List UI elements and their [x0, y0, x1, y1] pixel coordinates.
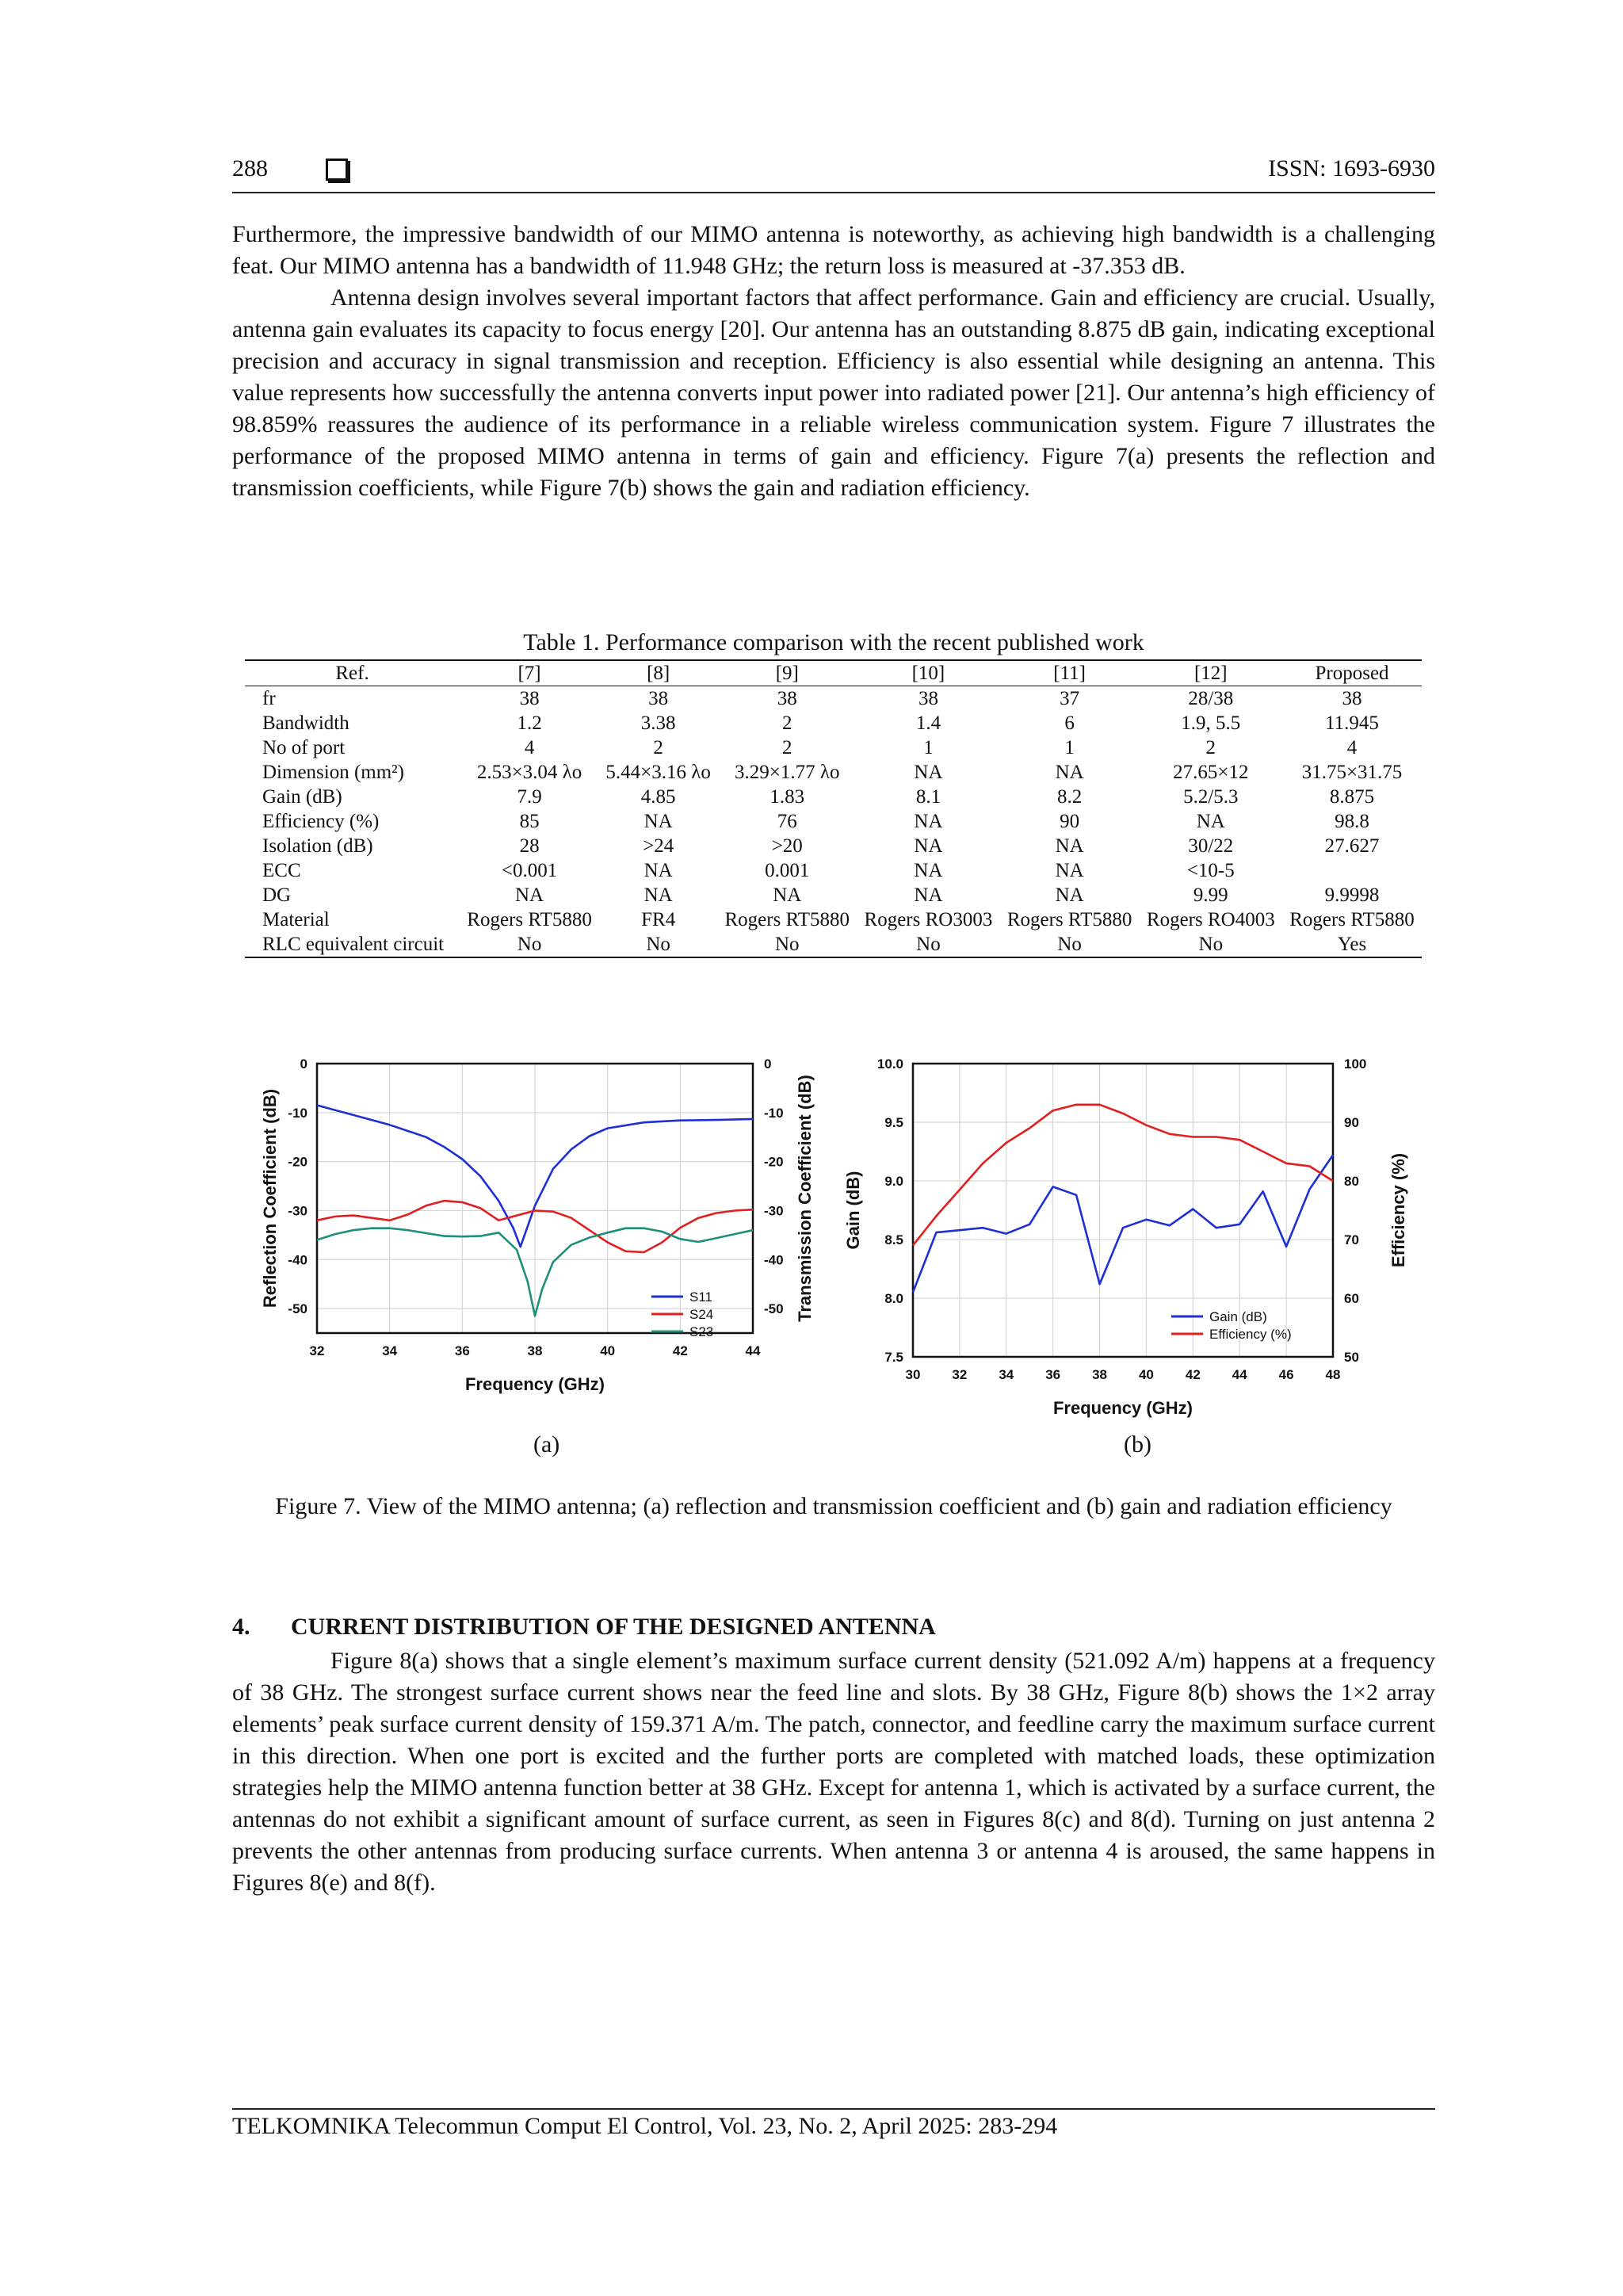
y-right-tick-label: -40: [764, 1252, 784, 1268]
table-cell: 1: [923, 737, 934, 758]
table-cell: Bandwidth: [262, 712, 349, 734]
table-cell: NA: [643, 811, 673, 832]
table-cell: 9.9998: [1324, 884, 1380, 906]
table-cell: fr: [262, 688, 276, 709]
paragraph: Antenna design involves several important factors that affect performance. Gain and efficiency are crucial. Usually, antenna gain evaluates its capacity to focus energy [20]. Our antenna has an outstanding 8.875 dB gain, indicating exceptional precision and accuracy in signal transmission and reception. Efficiency is also essential while designing an antenna. This value represents how successfully the antenna converts input power into radiated power [21]. Our antenna’s high efficiency of 98.859% reassures the audience of its performance in a reliable wireless communication system. Figure 7 illustrates the performance of the proposed MIMO antenna in terms of gain and efficiency. Figure 7(a) presents the reflection and transmission coefficients, while Figure 7(b) shows the gain and radiation efficiency.: [232, 285, 1435, 501]
x-axis-label: Frequency (GHz): [464, 1374, 605, 1394]
y-right-tick-label: -20: [764, 1154, 784, 1170]
table-cell: >20: [771, 835, 803, 857]
table-cell: 38: [648, 688, 669, 709]
table-cell: 9.99: [1193, 884, 1228, 906]
table-row: [245, 809, 1422, 834]
table-row: [245, 883, 1422, 907]
y-tick-label: -20: [288, 1154, 307, 1170]
table-cell: 90: [1060, 811, 1080, 832]
table-row: [245, 858, 1422, 883]
table-cell: DG: [262, 884, 292, 906]
table-cell: 28: [519, 835, 540, 857]
y-right-axis-label: Efficiency (%): [1388, 1152, 1408, 1268]
table-cell: Rogers RT5880: [1006, 909, 1132, 930]
table-cell: No of port: [262, 737, 346, 758]
table-cell: NA: [914, 762, 943, 783]
table-cell: NA: [643, 884, 673, 906]
table-cell: No: [717, 932, 857, 957]
table-row: [245, 785, 1422, 809]
table-row: [245, 760, 1422, 785]
table-cell: No: [1140, 932, 1282, 957]
table-cell: [1282, 858, 1422, 883]
y-tick-label: -30: [288, 1203, 307, 1219]
table-cell: 38: [918, 688, 938, 709]
table-cell: Rogers RT5880: [724, 909, 850, 930]
table-cell: 1.4: [915, 712, 941, 734]
table-cell: NA: [1055, 762, 1084, 783]
performance-table: [245, 659, 1422, 958]
body-text-top: [232, 219, 1435, 504]
square-bullet-icon: [326, 159, 348, 181]
table-cell: Dimension (mm²): [262, 762, 405, 783]
chart-gain-efficiency: [840, 1046, 1434, 1427]
table-cell: 30/22: [1188, 835, 1234, 857]
y-axis-label: Reflection Coefficient (dB): [260, 1088, 280, 1308]
table-cell: 38: [519, 688, 540, 709]
y-tick-label: -50: [288, 1301, 307, 1317]
table-row: [245, 907, 1422, 932]
table-cell: 37: [1060, 688, 1080, 709]
table-cell: 4.85: [640, 786, 676, 808]
y-tick-label: 0: [300, 1056, 307, 1072]
table-cell: 7.9: [517, 786, 542, 808]
table-header-cell: Proposed: [1282, 660, 1422, 686]
page-header: [232, 155, 1435, 193]
table-header-cell: [8]: [599, 660, 717, 686]
y-tick-label: -40: [288, 1252, 307, 1268]
page-number: 288: [232, 155, 268, 181]
y-right-tick-label: 90: [1344, 1115, 1359, 1130]
table-cell: NA: [1055, 835, 1084, 857]
table-cell: 2: [1205, 737, 1216, 758]
x-tick-label: 42: [672, 1343, 688, 1358]
table-cell: NA: [914, 835, 943, 857]
table-cell: 2: [782, 737, 792, 758]
table-cell: Efficiency (%): [262, 811, 380, 832]
table-cell: 76: [777, 811, 797, 832]
y-right-tick-label: -30: [764, 1203, 784, 1219]
table-cell: 5.2/5.3: [1183, 786, 1239, 808]
y-right-tick-label: 50: [1344, 1350, 1359, 1365]
chart-reflection-transmission: [254, 1046, 824, 1427]
table-cell: 2: [782, 712, 792, 734]
x-tick-label: 38: [527, 1343, 543, 1358]
table-cell: NA: [643, 860, 673, 881]
table-cell: NA: [914, 860, 943, 881]
table-cell: NA: [914, 811, 943, 832]
x-tick-label: 40: [600, 1343, 616, 1358]
x-tick-label: 34: [382, 1343, 398, 1358]
x-tick-label: 38: [1092, 1367, 1108, 1382]
table-cell: Material: [262, 909, 330, 930]
table-cell: FR4: [641, 909, 676, 930]
x-tick-label: 30: [905, 1367, 921, 1382]
y-right-tick-label: 60: [1344, 1291, 1359, 1306]
issn: ISSN: 1693-6930: [1268, 155, 1435, 181]
legend-label: Gain (dB): [1209, 1309, 1267, 1324]
table-cell: Rogers RO4003: [1146, 909, 1275, 930]
table-cell: NA: [1055, 860, 1084, 881]
y-tick-label: 9.5: [884, 1115, 903, 1130]
table-header-row: [245, 660, 1422, 686]
table-row: [245, 834, 1422, 858]
table-cell: Rogers RO3003: [864, 909, 993, 930]
table-cell: 31.75×31.75: [1301, 762, 1403, 783]
table-header-cell: Ref.: [245, 660, 460, 686]
paragraph: Figure 8(a) shows that a single element’s maximum surface current density (521.092 A/m) happens at a frequency of 38 GHz. The strongest surface current shows near the feed line and slots. By 38 GHz, Figure 8(b) shows the 1×2 array elements’ peak surface current density of 159.371 A/m. The patch, connector, and feedline carry the maximum surface current in this direction. When one port is excited and the further ports are completed with matched loads, these optimization strategies help the MIMO antenna function better at 38 GHz. Except for antenna 1, which is activated by a surface current, the antennas do not exhibit a significant amount of surface current, as seen in Figures 8(c) and 8(d). Turning on just antenna 2 prevents the other antennas from producing surface currents. When antenna 3 or antenna 4 is aroused, the same happens in Figures 8(e) and 8(f).: [232, 1648, 1435, 1896]
y-right-tick-label: -10: [764, 1105, 784, 1121]
table-cell: 8.875: [1329, 786, 1375, 808]
table-row: [245, 686, 1422, 712]
table-cell: 1.83: [769, 786, 805, 808]
table-cell: 38: [1342, 688, 1362, 709]
table-header-cell: [9]: [717, 660, 857, 686]
table-cell: Gain (dB): [262, 786, 342, 808]
table-cell: Rogers RT5880: [1289, 909, 1415, 930]
y-tick-label: 8.0: [884, 1291, 903, 1306]
x-tick-label: 46: [1278, 1367, 1294, 1382]
table-cell: 98.8: [1335, 811, 1369, 832]
table-cell: NA: [515, 884, 544, 906]
table-cell: >24: [643, 835, 674, 857]
legend-label: S24: [689, 1307, 714, 1322]
table-row: [245, 932, 1422, 957]
y-tick-label: 9.0: [884, 1174, 903, 1189]
body-text-section-4: [232, 1645, 1435, 1899]
y-tick-label: -10: [288, 1105, 307, 1121]
series-line-gain-db: [913, 1155, 1333, 1292]
table-cell: <10-5: [1186, 860, 1235, 881]
table-cell: 2: [653, 737, 663, 758]
table-cell: 27.65×12: [1173, 762, 1249, 783]
table-cell: No: [1000, 932, 1140, 957]
table-cell: 1.9, 5.5: [1181, 712, 1241, 734]
table-cell: 85: [519, 811, 540, 832]
legend-label: S23: [689, 1324, 714, 1339]
table-cell: 1.2: [517, 712, 542, 734]
y-right-tick-label: -50: [764, 1301, 784, 1317]
footer-text: TELKOMNIKA Telecommun Comput El Control, Vol. 23, No. 2, April 2025: 283-294: [232, 2113, 1058, 2139]
table-cell: 3.38: [640, 712, 676, 734]
x-tick-label: 42: [1185, 1367, 1201, 1382]
table-cell: 6: [1064, 712, 1075, 734]
table-cell: Yes: [1282, 932, 1422, 957]
table-cell: NA: [914, 884, 943, 906]
table-cell: Isolation (dB): [262, 835, 373, 857]
figure-sublabel-b: (b): [1124, 1431, 1151, 1457]
table-cell: 5.44×3.16 λo: [605, 762, 711, 783]
series-line-efficiency: [913, 1105, 1333, 1246]
table-cell: No: [460, 932, 599, 957]
legend-label: S11: [689, 1289, 712, 1305]
table-cell: 11.945: [1325, 712, 1379, 734]
table-cell: 1: [1064, 737, 1075, 758]
table-row: [245, 711, 1422, 735]
table-cell: 8.1: [915, 786, 941, 808]
table-cell: NA: [1196, 811, 1225, 832]
table-header-cell: [12]: [1140, 660, 1282, 686]
x-tick-label: 32: [309, 1343, 325, 1358]
y-right-axis-label: Transmission Coefficient (dB): [795, 1075, 815, 1322]
y-right-tick-label: 100: [1344, 1056, 1367, 1072]
table-caption: Table 1. Performance comparison with the recent published work: [523, 629, 1144, 655]
y-tick-label: 10.0: [876, 1056, 903, 1072]
legend-label: Efficiency (%): [1209, 1327, 1292, 1342]
x-tick-label: 44: [745, 1343, 761, 1358]
y-tick-label: 8.5: [884, 1232, 903, 1247]
table-cell: ECC: [262, 860, 301, 881]
table-cell: 3.29×1.77 λo: [735, 762, 840, 783]
page-footer: [232, 2108, 1435, 2140]
x-tick-label: 36: [454, 1343, 470, 1358]
table-cell: 27.627: [1324, 835, 1380, 857]
table-cell: 2.53×3.04 λo: [476, 762, 582, 783]
x-tick-label: 44: [1232, 1367, 1247, 1382]
x-tick-label: 48: [1325, 1367, 1341, 1382]
table-cell: 28/38: [1188, 688, 1234, 709]
table-cell: 0.001: [765, 860, 810, 881]
x-tick-label: 40: [1138, 1367, 1154, 1382]
section-heading: [232, 1614, 936, 1641]
section-title: CURRENT DISTRIBUTION OF THE DESIGNED ANTENNA: [291, 1614, 936, 1640]
table-cell: <0.001: [501, 860, 558, 881]
y-right-tick-label: 70: [1344, 1232, 1359, 1247]
table-cell: NA: [1055, 884, 1084, 906]
table-cell: Rogers RT5880: [467, 909, 592, 930]
paragraph: Furthermore, the impressive bandwidth of our MIMO antenna is noteworthy, as achieving high bandwidth is a challenging feat. Our MIMO antenna has a bandwidth of 11.948 GHz; the return loss is measured at -37.353 dB.: [232, 221, 1435, 279]
table-cell: 8.2: [1057, 786, 1083, 808]
table-header-cell: [11]: [1000, 660, 1140, 686]
table-cell: RLC equivalent circuit: [245, 932, 460, 957]
y-right-tick-label: 80: [1344, 1174, 1359, 1189]
y-right-tick-label: 0: [764, 1056, 772, 1072]
table-header-cell: [7]: [460, 660, 599, 686]
x-tick-label: 36: [1045, 1367, 1061, 1382]
table-cell: No: [599, 932, 717, 957]
table-row: [245, 735, 1422, 760]
x-axis-label: Frequency (GHz): [1052, 1398, 1193, 1418]
table-cell: 4: [1346, 737, 1358, 758]
table-header-cell: [10]: [857, 660, 999, 686]
figure-caption: Figure 7. View of the MIMO antenna; (a) reflection and transmission coefficient and (b) gain and radiation efficiency: [275, 1493, 1392, 1519]
y-axis-label: Gain (dB): [843, 1171, 863, 1250]
table-cell: 4: [524, 737, 535, 758]
y-tick-label: 7.5: [884, 1350, 903, 1365]
x-tick-label: 34: [999, 1367, 1014, 1382]
figure-sublabel-a: (a): [533, 1431, 560, 1457]
table-cell: No: [857, 932, 999, 957]
section-number: 4.: [232, 1614, 250, 1640]
x-tick-label: 32: [952, 1367, 968, 1382]
table-cell: 38: [777, 688, 797, 709]
table-cell: NA: [773, 884, 802, 906]
